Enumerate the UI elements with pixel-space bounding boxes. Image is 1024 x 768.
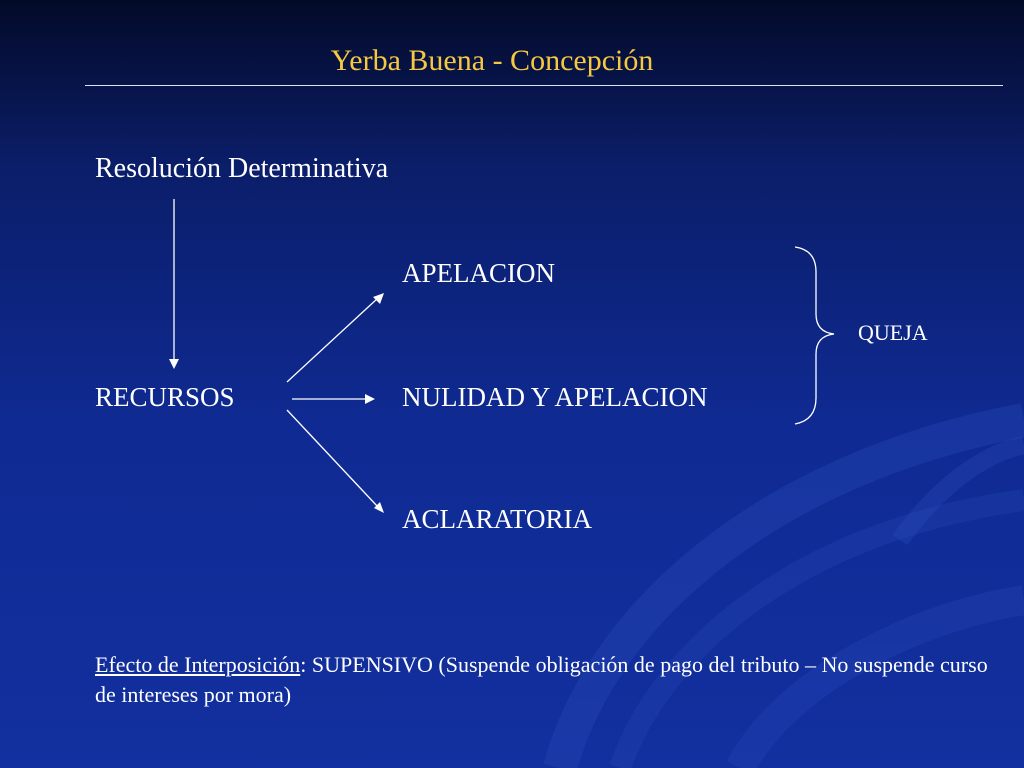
queja-label: QUEJA [858, 320, 928, 345]
down-arrow-head [169, 359, 179, 369]
footer-label: Efecto de Interposición [95, 652, 301, 677]
nulidad-arrow-head [365, 394, 375, 404]
footer-text: SUPENSIVO (Suspende obligación de pago del tributo – No suspende curso de intereses por mora) [95, 652, 988, 707]
option-apelacion: APELACION [402, 258, 555, 288]
heading-resolucion: Resolución Determinativa [95, 153, 389, 184]
footer-separator: : [300, 652, 312, 677]
footer-note [95, 650, 995, 710]
arrow-to-aclaratoria [287, 410, 378, 507]
option-aclaratoria: ACLARATORIA [402, 504, 593, 534]
arrow-to-apelacion [287, 298, 378, 382]
brace [795, 247, 834, 424]
slide-title: Yerba Buena - Concepción [330, 44, 654, 77]
option-nulidad-apelacion: NULIDAD Y APELACION [402, 382, 708, 412]
recursos-label: RECURSOS [95, 382, 235, 412]
apelacion-arrow-head [373, 293, 384, 304]
